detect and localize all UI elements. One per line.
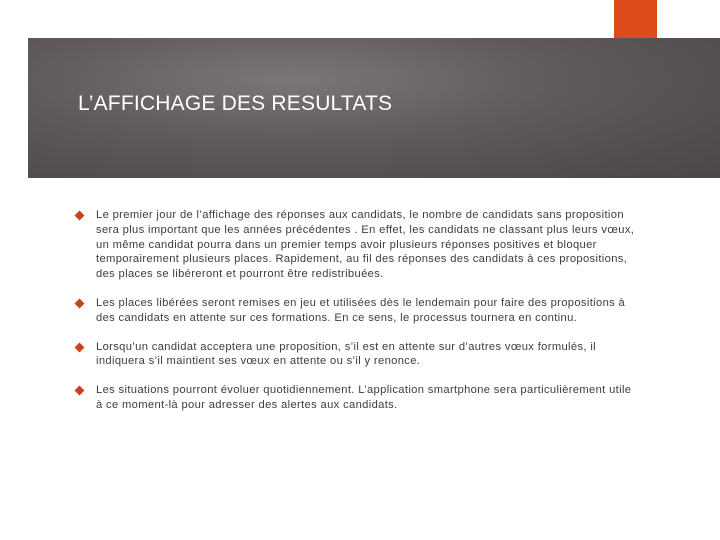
- diamond-bullet-icon: [75, 299, 85, 309]
- bullet-item: [76, 296, 636, 326]
- bullet-item: [76, 208, 636, 282]
- bullet-text: Les places libérées seront remises en jeu et utilisées dès le lendemain pour faire des propositions à des candidats en attente sur ces formations. En ce sens, le processus tournera en continu.: [96, 296, 626, 324]
- bullet-text: Les situations pourront évoluer quotidiennement. L’application smartphone sera particulièrement utile à ce moment-là pour adresser des alertes aux candidats.: [96, 384, 632, 411]
- diamond-bullet-icon: [75, 386, 85, 396]
- bullet-text: Le premier jour de l’affichage des réponses aux candidats, le nombre de candidats sans proposition sera plus important que les années précédentes . En effet, les candidats ne classant plus leurs vœux, un même candidat pourra dans un premier temps avoir plusieurs réponses positives et bloquer temporairement plusieurs places. Rapidement, au fil des réponses des candidats à ces propositions, des places se libéreront et pourront être redistribuées.: [96, 209, 635, 281]
- diamond-bullet-icon: [75, 211, 85, 221]
- diamond-bullet-icon: [75, 342, 85, 352]
- bullet-text: Lorsqu’un candidat acceptera une proposition, s’il est en attente sur d’autres vœux formulés, il indiquera s’il maintient ses vœux en attente ou s’il y renonce.: [96, 340, 596, 368]
- slide-title: L’AFFICHAGE DES RESULTATS: [78, 92, 393, 115]
- bullet-item: [76, 340, 636, 370]
- bullet-item: [76, 383, 636, 413]
- bullet-list: [76, 208, 636, 427]
